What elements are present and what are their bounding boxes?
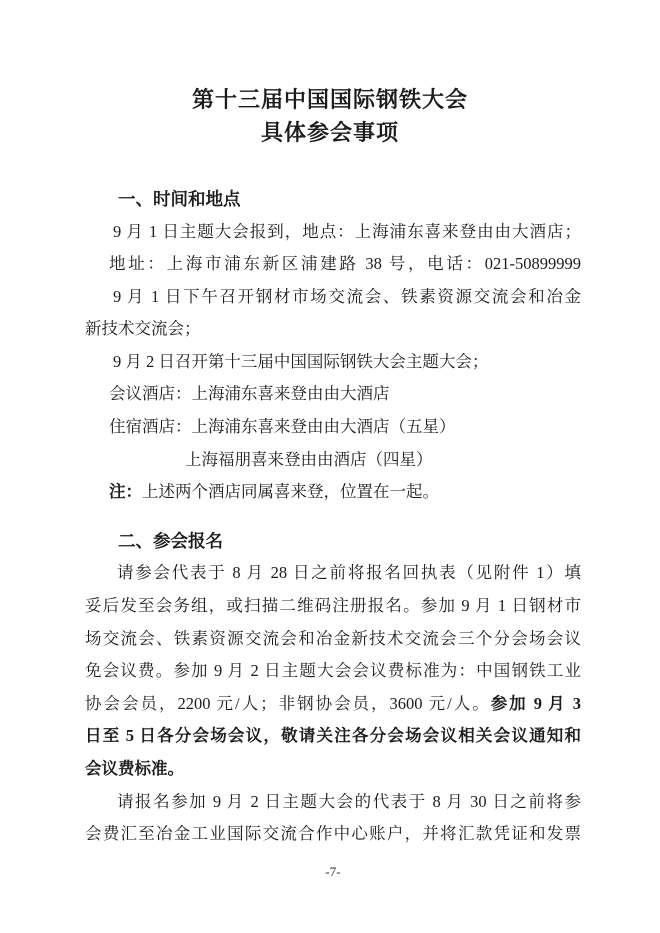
- text-segment: 9 月 2 日召开第十三届中国国际钢铁大会主题大会；: [113, 351, 489, 371]
- text-line: [85, 346, 581, 379]
- text-segment: 协会会员，2200 元/人；非钢协会员，3600 元/人。: [85, 693, 491, 713]
- section-time-and-place-lines: [85, 216, 581, 509]
- text-line: [85, 818, 581, 851]
- text-line: [85, 786, 581, 819]
- bold-text-segment: 参加 9 月 3: [490, 693, 581, 713]
- bold-text-segment: 会议费标准。: [85, 758, 184, 778]
- text-line: [85, 378, 581, 411]
- text-segment: 场交流会、铁素资源交流会和冶金新技术交流会三个分会场会议: [85, 628, 581, 648]
- text-line: [85, 411, 581, 444]
- section-heading-time-and-place: 一、时间和地点: [118, 189, 241, 209]
- text-segment: 会费汇至冶金工业国际交流合作中心账户，并将汇款凭证和发票: [85, 824, 581, 844]
- text-segment: 上海福朋喜来登由由酒店（四星）: [185, 449, 433, 469]
- text-line: [85, 476, 581, 509]
- text-line: [85, 590, 581, 623]
- document-title: [0, 0, 660, 149]
- text-segment: 9 月 1 日主题大会报到，地点：上海浦东喜来登由由大酒店；: [113, 221, 581, 241]
- section-registration-lines: [85, 557, 581, 850]
- bold-text-segment: 日至 5 日各分会场会议，敬请关注各分会场会议相关会议通知和: [85, 726, 581, 746]
- text-line: [85, 444, 581, 477]
- text-line: [85, 753, 581, 786]
- bold-text-segment: 注：: [109, 482, 142, 502]
- text-segment: 9 月 1 日下午召开钢材市场交流会、铁素资源交流会和冶金: [113, 286, 581, 306]
- text-segment: 住宿酒店：上海浦东喜来登由由大酒店（五星）: [109, 417, 456, 437]
- text-line: [85, 557, 581, 590]
- text-line: [85, 720, 581, 753]
- document-body: [85, 183, 581, 880]
- text-segment: 地址：上海市浦东新区浦建路 38 号，电话：021-50899999: [109, 254, 581, 274]
- text-line: [85, 248, 581, 281]
- section-heading-registration: 二、参会报名: [118, 530, 223, 551]
- text-segment: 请报名参加 9 月 2 日主题大会的代表于 8 月 30 日之前将参: [117, 791, 581, 811]
- text-segment: 上述两个酒店同属喜来登，位置在一起。: [142, 482, 439, 502]
- document-title-line-2: 具体参会事项: [260, 120, 399, 145]
- page-number: -7-: [325, 863, 341, 879]
- text-segment: 妥后发至会务组，或扫描二维码注册报名。参加 9 月 1 日钢材市: [85, 595, 581, 615]
- text-segment: 会议酒店：上海浦东喜来登由由大酒店: [109, 384, 390, 404]
- text-line: [85, 216, 581, 249]
- text-segment: 新技术交流会；: [85, 319, 201, 339]
- text-line: [85, 655, 581, 688]
- text-line: [85, 623, 581, 656]
- text-segment: 免会议费。参加 9 月 2 日主题大会会议费标准为：中国钢铁工业: [85, 661, 581, 681]
- document-title-line-1: 第十三届中国国际钢铁大会: [191, 87, 468, 112]
- text-line: [85, 313, 581, 346]
- text-segment: 请参会代表于 8 月 28 日之前将报名回执表（见附件 1）填: [117, 563, 581, 583]
- text-line: [85, 688, 581, 721]
- text-line: [85, 281, 581, 314]
